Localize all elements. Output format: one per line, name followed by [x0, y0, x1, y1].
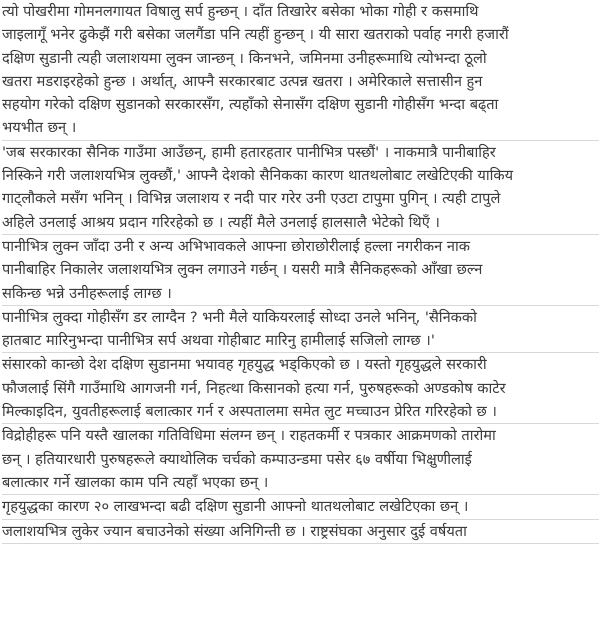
text-line: जलाशयभित्र लुकेर ज्यान बचाउनेको संख्या अनिगिन्ती छ । राष्ट्रसंघका अनुसार दुई वर्षयता: [2, 522, 467, 540]
text-line: हातबाट मारिनुभन्दा पानीभित्र सर्प अथवा गोहीबाट मारिनु हामीलाई सजिलो लाग्छ ।': [2, 332, 435, 350]
text-line: सकिन्छ भन्ने उनीहरूलाई लाग्छ ।: [2, 284, 172, 302]
text-line: विद्रोहीहरू पनि यस्तै खालका गतिविधिमा संलग्न छन् । राहतकर्मी र पत्रकार आक्रमणको तारोमा: [2, 427, 496, 445]
text-line: पानीभित्र लुक्दा गोहीसँग डर लाग्दैन ? भनी मैले याकियरलाई सोध्दा उनले भनिन्, 'सैनिकको: [2, 308, 477, 326]
text-line: निस्किने गरी जलाशयभित्र लुक्छौं,' आफ्नै देशको सैनिकका कारण थातथलोबाट लखेटिएकी याकिय: [2, 167, 514, 185]
paragraph-8: [2, 520, 599, 544]
article-body: [2, 0, 599, 625]
text-line: गृहयुद्धका कारण २० लाखभन्दा बढी दक्षिण सुडानी आफ्नो थातथलोबाट लखेटिएका छन् ।: [2, 498, 469, 516]
paragraph-7: [2, 495, 599, 519]
text-line: त्यो पोखरीमा गोमनलगायत विषालु सर्प हुन्छन् । दाँत तिखारेर बसेका भोका गोही र कसमाथि: [2, 3, 479, 20]
text-line: जाइलागूँ भनेर ढुकेझैं गरी बसेका जलगैंडा पनि त्यहीं हुन्छन् । यी सारा खतराको पर्वाह नगरी हजारौं: [2, 26, 509, 44]
text-line: पानीभित्र लुक्न जाँदा उनी र अन्य अभिभावकले आफ्ना छोराछोरीलाई हल्ला नगरीकन नाक: [2, 237, 470, 255]
text-line: बलात्कार गर्ने खालका काम पनि त्यहाँ भएका छन् ।: [2, 473, 269, 491]
text-line: संसारको कान्छो देश दक्षिण सुडानमा भयावह गृहयुद्ध भड्किएको छ । यस्तो गृहयुद्धले सरकारी: [2, 356, 487, 374]
text-line: छन् । हतियारधारी पुरुषहरूले क्याथोलिक चर्चको कम्पाउन्डमा पसेर ६७ वर्षीया भिक्षुणीलाई: [2, 450, 472, 468]
paragraph-4: [2, 306, 599, 354]
text-line: 'जब सरकारका सैनिक गाउँमा आउँछन्, हामी हतारहतार पानीभित्र पस्छौं' । नाकमात्रै पानीबाहिर: [2, 143, 496, 161]
paragraph-2: [2, 141, 599, 235]
text-line: गाट्लौकले मसँग भनिन् । विभिन्न जलाशय र नदी पार गरेर उनी एउटा टापुमा पुगिन् । त्यही टापुले: [2, 190, 501, 208]
paragraph-1: [2, 0, 599, 141]
paragraph-3: [2, 235, 599, 306]
paragraph-6: [2, 424, 599, 495]
text-line: फौजलाई सिंगै गाउँमाथि आगजनी गर्न, निहत्था किसानको हत्या गर्न, पुरुषहरूको अण्डकोष काटेर: [2, 379, 506, 397]
text-line: पानीबाहिर निकालेर जलाशयभित्र लुक्न लगाउने गर्छन् । यसरी मात्रै सैनिकहरूको आँखा छल्न: [2, 261, 483, 279]
paragraph-5: [2, 353, 599, 424]
text-line: दक्षिण सुडानी त्यही जलाशयमा लुक्न जान्छन् । किनभने, जमिनमा उनीहरूमाथि त्योभन्दा ठूलो: [2, 49, 487, 67]
text-line: खतरा मडराइरहेको हुन्छ । अर्थात्, आफ्नै सरकारबाट उत्पन्न खतरा । अमेरिकाले सत्तासीन हुन: [2, 72, 483, 90]
text-line: भयभीत छन् ।: [2, 119, 77, 137]
text-line: सहयोग गरेको दक्षिण सुडानको सरकारसँग, त्यहाँको सेनासँग दक्षिण सुडानी गोहीसँग भन्दा बढ्ता: [2, 96, 499, 114]
text-line: मिल्काइदिन, युवतीहरूलाई बलात्कार गर्न र अस्पतालमा समेत लुट मच्चाउन प्रेरित गरिरहेको छ ।: [2, 403, 497, 421]
text-line: अहिले उनलाई आश्रय प्रदान गरिरहेको छ । त्यहीं मैले उनलाई हालसालै भेटेको थिएँ ।: [2, 213, 440, 231]
